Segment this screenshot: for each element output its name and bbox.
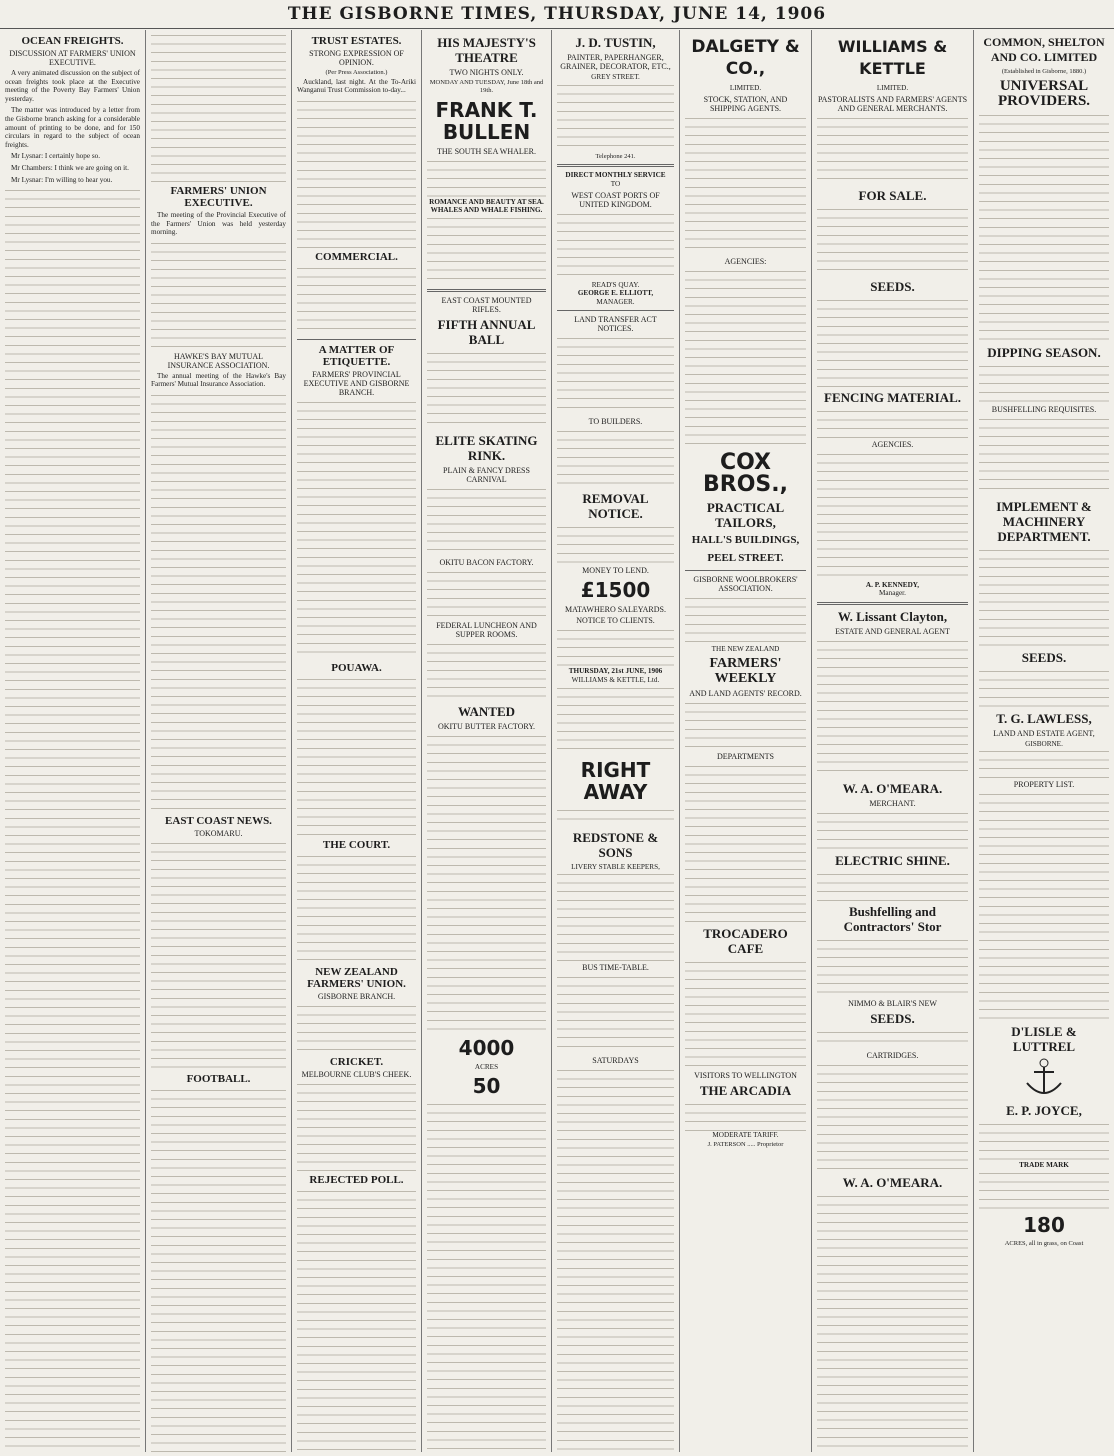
- ad-service-title: DIRECT MONTHLY SERVICE: [565, 171, 666, 180]
- ad-body-text: [979, 416, 1109, 496]
- timetable-text: [557, 1067, 674, 1452]
- ad-money: MONEY TO LEND.: [582, 566, 649, 576]
- classified-text: [427, 733, 546, 1033]
- ad-body-text: [427, 486, 546, 556]
- ad-livery: LIVERY STABLE KEEPERS,: [571, 862, 660, 871]
- article-paragraph: Mr Chambers: I think we are going on it.: [11, 163, 129, 172]
- classified-text: [427, 1101, 546, 1452]
- ad-williams-kettle: WILLIAMS & KETTLE: [837, 37, 948, 78]
- ad-wk-line: PASTORALISTS AND FARMERS' AGENTS AND GENERAL MERCHANTS.: [817, 94, 968, 113]
- ad-cartridges: CARTRIDGES.: [866, 1050, 919, 1060]
- ad-omeara-2: W. A. O'MEARA.: [842, 1174, 943, 1190]
- ad-farmers-weekly: FARMERS' WEEKLY: [709, 656, 782, 687]
- column-2: [146, 30, 292, 1452]
- subhead-ocean-freights: DISCUSSION AT FARMERS' UNION EXECUTIVE.: [9, 49, 136, 67]
- article-paragraph: A very animated discussion on the subject of ocean freights took place at the Executive meeting of the Poverty Bay Farmers' Union yesterday.: [5, 69, 140, 103]
- article-body-text: [297, 1003, 416, 1053]
- ad-trocadero: TROCADERO CAFE: [703, 926, 788, 957]
- headline-mutual-insurance: HAWKE'S BAY MUTUAL INSURANCE ASSOCIATION.: [167, 351, 270, 370]
- ad-service-to: TO: [610, 179, 621, 188]
- ad-body-text: [427, 215, 546, 285]
- column-4: [422, 30, 552, 1452]
- subhead-tokomaru: TOKOMARU.: [194, 828, 243, 838]
- ad-implement: IMPLEMENT & MACHINERY DEPARTMENT.: [996, 498, 1092, 544]
- ad-tustin-tel: Telephone 241.: [595, 152, 636, 160]
- ad-body-text: [817, 638, 968, 778]
- ad-body-text: [817, 408, 968, 438]
- article-body-text: [297, 853, 416, 963]
- ad-electric-shine: ELECTRIC SHINE.: [835, 852, 950, 868]
- ad-body-text: [685, 268, 806, 448]
- ad-body-text: [979, 547, 1109, 647]
- ad-body-text: [979, 112, 1109, 342]
- article-body-text: [297, 399, 416, 659]
- column-6: [680, 30, 812, 1452]
- headline-ocean-freights: OCEAN FREIGHTS.: [21, 35, 124, 47]
- ad-dalgety: DALGETY & CO.,: [691, 37, 800, 79]
- ad-body-text: [557, 428, 674, 488]
- ad-sale-day: THURSDAY, 21st JUNE, 1906: [568, 667, 663, 676]
- ad-cox-bros: COX BROS.,: [703, 449, 788, 497]
- ad-180-text: ACRES, all in grass, on Coast: [1004, 1239, 1084, 1247]
- ad-body-text: [557, 871, 674, 961]
- masthead: THE GISBORNE TIMES, THURSDAY, JUNE 14, 1906: [0, 0, 1114, 29]
- divider: [817, 602, 968, 605]
- ad-omeara: W. A. O'MEARA.: [842, 780, 943, 796]
- column-5: [552, 30, 680, 1452]
- ad-lecture-2: WHALES AND WHALE FISHING.: [430, 206, 543, 215]
- ad-peel: PEEL STREET.: [707, 551, 784, 564]
- ad-body-text: [557, 524, 674, 564]
- ad-acres-4000: 4000: [458, 1035, 515, 1060]
- ad-body-text: [817, 810, 968, 850]
- ad-kennedy-title: Manager.: [879, 589, 906, 598]
- ad-body-text: [427, 350, 546, 430]
- ad-woolbrokers: GISBORNE WOOLBROKERS' ASSOCIATION.: [693, 574, 798, 593]
- article-body-text: [151, 840, 286, 1070]
- ad-body-text: [427, 158, 546, 198]
- ad-bus-timetable: BUS TIME-TABLE.: [582, 963, 649, 973]
- ad-proprietor: J. PATERSON ..... Proprietor: [707, 1140, 784, 1148]
- ad-body-text: [685, 1101, 806, 1131]
- ad-tustin-trade: PAINTER, PAPERHANGER, GRAINER, DECORATOR, ETC.,: [560, 53, 671, 71]
- ad-body-text: [817, 1062, 968, 1172]
- headline-trust-estates: TRUST ESTATES.: [311, 35, 402, 47]
- ad-visitors: VISITORS TO WELLINGTON: [694, 1071, 797, 1081]
- article-body-text: [297, 265, 416, 335]
- subhead-trust-estates: STRONG EXPRESSION OF OPINION.: [309, 49, 404, 67]
- article-paragraph: Auckland, last night. At the To-Ariki Wanganui Trust Commission to-day...: [297, 77, 416, 95]
- ad-nimmo-seeds: SEEDS.: [870, 1010, 915, 1026]
- ad-body-text: [557, 335, 674, 415]
- ad-halls: HALL'S BUILDINGS,: [691, 533, 800, 546]
- ad-dalgety-line: STOCK, STATION, AND SHIPPING AGENTS.: [703, 94, 788, 113]
- article-paragraph: The annual meeting of the Hawke's Bay Farmers' Mutual Insurance Association.: [151, 371, 286, 389]
- ad-carnival: PLAIN & FANCY DRESS CARNIVAL: [443, 465, 530, 484]
- article-body-text: [151, 392, 286, 812]
- ad-acres-label: ACRES: [474, 1062, 499, 1071]
- divider: [557, 310, 674, 311]
- headline-rejected-poll: REJECTED POLL.: [309, 1173, 404, 1186]
- ad-body-text: [817, 451, 968, 581]
- ad-body-text: [685, 959, 806, 1069]
- ad-seeds-8: SEEDS.: [1021, 649, 1067, 665]
- article-body-text: [151, 32, 286, 182]
- ad-wk-agencies: AGENCIES.: [871, 439, 914, 449]
- ad-body-text: [817, 206, 968, 276]
- ad-body-text: [979, 1121, 1109, 1161]
- ad-nimmo: NIMMO & BLAIR'S NEW: [848, 998, 937, 1008]
- ad-body-text: [817, 871, 968, 901]
- ad-universal: UNIVERSAL PROVIDERS.: [997, 77, 1091, 109]
- ad-saleyards: MATAWHERO SALEYARDS.: [565, 605, 666, 615]
- article-body-text: [151, 240, 286, 350]
- ad-body-text: [817, 937, 968, 997]
- classified-text: [557, 685, 674, 755]
- ad-wanted: WANTED: [457, 703, 516, 719]
- ad-saturdays: SATURDAYS: [592, 1056, 639, 1066]
- ad-land-transfer: LAND TRANSFER ACT NOTICES.: [574, 315, 657, 334]
- ad-lawless: T. G. LAWLESS,: [996, 710, 1092, 726]
- headline-etiquette: A MATTER OF ETIQUETTE.: [318, 343, 395, 368]
- ad-nz: THE NEW ZEALAND: [711, 644, 780, 653]
- ad-paper: AND LAND AGENTS' RECORD.: [689, 689, 802, 699]
- ad-body-text: [685, 115, 806, 255]
- ad-kennedy: A. P. KENNEDY,: [865, 580, 920, 589]
- ad-theatre-nights: TWO NIGHTS ONLY.: [449, 68, 524, 77]
- ad-removal: REMOVAL NOTICE.: [582, 491, 649, 522]
- ad-bushfelling: Bushfelling and Contractors' Stor: [843, 903, 942, 934]
- ad-ports: WEST COAST PORTS OF UNITED KINGDOM.: [571, 190, 660, 209]
- ad-body-text: [557, 627, 674, 667]
- ad-wk-limited: LIMITED.: [876, 84, 909, 92]
- ad-180-acres: 180: [1023, 1212, 1065, 1237]
- ad-tailors: PRACTICAL TAILORS,: [706, 499, 785, 530]
- ad-body-text: [979, 748, 1109, 778]
- ad-annual-ball: FIFTH ANNUAL BALL: [437, 316, 536, 347]
- article-paragraph: Mr Lysnar: I'm willing to hear you.: [11, 175, 113, 184]
- article-body-text: [151, 1087, 286, 1452]
- ad-delisle: D'LISLE & LUTTREL: [1011, 1024, 1077, 1055]
- ad-luncheon: FEDERAL LUNCHEON AND SUPPER ROOMS.: [436, 620, 537, 639]
- ad-body-text: [817, 297, 968, 387]
- ad-body-text: [979, 668, 1109, 708]
- column-8: [974, 30, 1114, 1452]
- ad-seeds: SEEDS.: [870, 278, 915, 294]
- ad-auctioneers: WILLIAMS & KETTLE, Ltd.: [571, 675, 660, 684]
- ad-bushfelling-req: BUSHFELLING REQUISITES.: [991, 404, 1097, 414]
- ad-estate-agent: ESTATE AND GENERAL AGENT: [835, 626, 950, 636]
- ad-dalgety-limited: LIMITED.: [729, 84, 762, 92]
- column-3: [292, 30, 422, 1452]
- ad-body-text: [557, 211, 674, 281]
- article-body-text: [297, 1188, 416, 1452]
- ad-established: (Established in Gisborne, 1880.): [1001, 68, 1087, 75]
- ad-skating-rink: ELITE SKATING RINK.: [435, 432, 538, 463]
- ad-tariff: MODERATE TARIFF.: [712, 1131, 779, 1140]
- ad-bacon: OKITU BACON FACTORY.: [439, 557, 534, 567]
- ad-dipping: DIPPING SEASON.: [987, 344, 1101, 360]
- headline-cricket: CRICKET.: [329, 1055, 384, 1068]
- ad-lawless-gisborne: GISBORNE.: [1025, 739, 1063, 748]
- article-body-text: [297, 98, 416, 248]
- ad-notice-clients: NOTICE TO CLIENTS.: [576, 616, 655, 626]
- divider: [685, 570, 806, 571]
- ad-departments: DEPARTMENTS: [716, 752, 774, 762]
- ad-clayton: W. Lissant Clayton,: [837, 608, 948, 624]
- ad-body-text: [557, 82, 674, 152]
- divider: [297, 339, 416, 340]
- headline-pouawa: POUAWA.: [331, 661, 382, 674]
- ad-redstone: REDSTONE & SONS: [572, 829, 659, 860]
- ad-body-text: [685, 595, 806, 645]
- ad-body-text: [979, 1170, 1109, 1210]
- ad-joyce: E. P. JOYCE,: [1006, 1102, 1082, 1118]
- article-paragraph: Mr Lysnar: I certainly hope so.: [11, 152, 101, 161]
- article-body-text: [5, 187, 140, 1452]
- ad-money-amount: £1500: [580, 578, 651, 603]
- column-1: [0, 30, 146, 1452]
- headline-football: FOOTBALL.: [186, 1072, 251, 1085]
- ad-stores: READ'S QUAY.: [591, 280, 640, 289]
- ad-lecture-1: ROMANCE AND BEAUTY AT SEA.: [429, 197, 544, 206]
- ad-body-text: [817, 115, 968, 185]
- press-credit: (Per Press Association.): [325, 69, 388, 76]
- ad-rifles: EAST COAST MOUNTED RIFLES.: [441, 295, 532, 314]
- headline-court: THE COURT.: [322, 838, 391, 851]
- article-paragraph: The meeting of the Provincial Executive of the Farmers' Union was held yesterday morning.: [151, 211, 286, 237]
- ad-tustin-street: GREY STREET.: [591, 73, 640, 81]
- article-body-text: [297, 676, 416, 836]
- ad-merchant: MERCHANT.: [869, 798, 916, 808]
- article-body-text: [297, 1081, 416, 1171]
- divider: [427, 289, 546, 292]
- headline-farmers-union: FARMERS' UNION EXECUTIVE.: [170, 185, 267, 209]
- subhead-melbourne: MELBOURNE CLUB'S CHEEK.: [301, 1069, 412, 1079]
- article-paragraph: The matter was introduced by a letter from the Gisborne branch asking for a considerable amount of printing to be done, and for 150 circulars in regard to the subject of ocean freights.: [5, 106, 140, 149]
- ad-body-text: [427, 569, 546, 619]
- ad-body-text: [685, 700, 806, 750]
- timetable-text: [557, 974, 674, 1054]
- subhead-gisborne-branch: GISBORNE BRANCH.: [317, 991, 396, 1001]
- ad-body-text: [817, 1193, 968, 1452]
- subhead-etiquette: FARMERS' PROVINCIAL EXECUTIVE AND GISBORNE BRANCH.: [303, 369, 410, 397]
- ad-body-text: [979, 791, 1109, 1021]
- ad-builders: TO BUILDERS.: [588, 417, 643, 427]
- ad-body-text: [427, 641, 546, 701]
- ad-body-text: [817, 1029, 968, 1049]
- ad-acres-50: 50: [472, 1074, 501, 1099]
- ad-land-estate: LAND AND ESTATE AGENT,: [993, 728, 1095, 738]
- ad-theatre-dates: MONDAY AND TUESDAY, June 18th and 19th.: [429, 79, 544, 94]
- headline-east-coast: EAST COAST NEWS.: [165, 814, 272, 827]
- ad-lecturer-name: FRANK T. BULLEN: [435, 97, 538, 144]
- ad-body-text: [685, 763, 806, 923]
- ad-theatre-title: HIS MAJESTY'S THEATRE: [437, 35, 536, 65]
- ad-lecturer-sub: THE SOUTH SEA WHALER.: [437, 146, 536, 156]
- ad-property-list: PROPERTY LIST.: [1013, 780, 1075, 790]
- divider: [557, 164, 674, 167]
- ad-trade-mark: TRADE MARK: [1019, 1160, 1069, 1169]
- ad-butter: OKITU BUTTER FACTORY.: [437, 721, 536, 731]
- anchor-icon: [979, 1057, 1109, 1100]
- column-7: [812, 30, 974, 1452]
- ad-tustin-name: J. D. TUSTIN,: [575, 35, 656, 50]
- ad-manager: GEORGE E. ELLIOTT,: [577, 289, 654, 298]
- ad-common-shelton: COMMON, SHELTON AND CO. LIMITED: [983, 35, 1105, 64]
- headline-nz-farmers: NEW ZEALAND FARMERS' UNION.: [307, 965, 406, 990]
- ad-fencing: FENCING MATERIAL.: [824, 389, 961, 405]
- ad-body-text: [557, 807, 674, 827]
- ad-manager-title: MANAGER.: [596, 297, 635, 306]
- headline-commercial: COMMERCIAL.: [315, 250, 398, 263]
- ad-arcadia: THE ARCADIA: [699, 1083, 792, 1099]
- ad-for-sale: FOR SALE.: [858, 187, 927, 203]
- ad-body-text: [979, 363, 1109, 403]
- ad-agencies: AGENCIES:: [724, 256, 767, 266]
- ad-right-away: RIGHT AWAY: [580, 757, 651, 804]
